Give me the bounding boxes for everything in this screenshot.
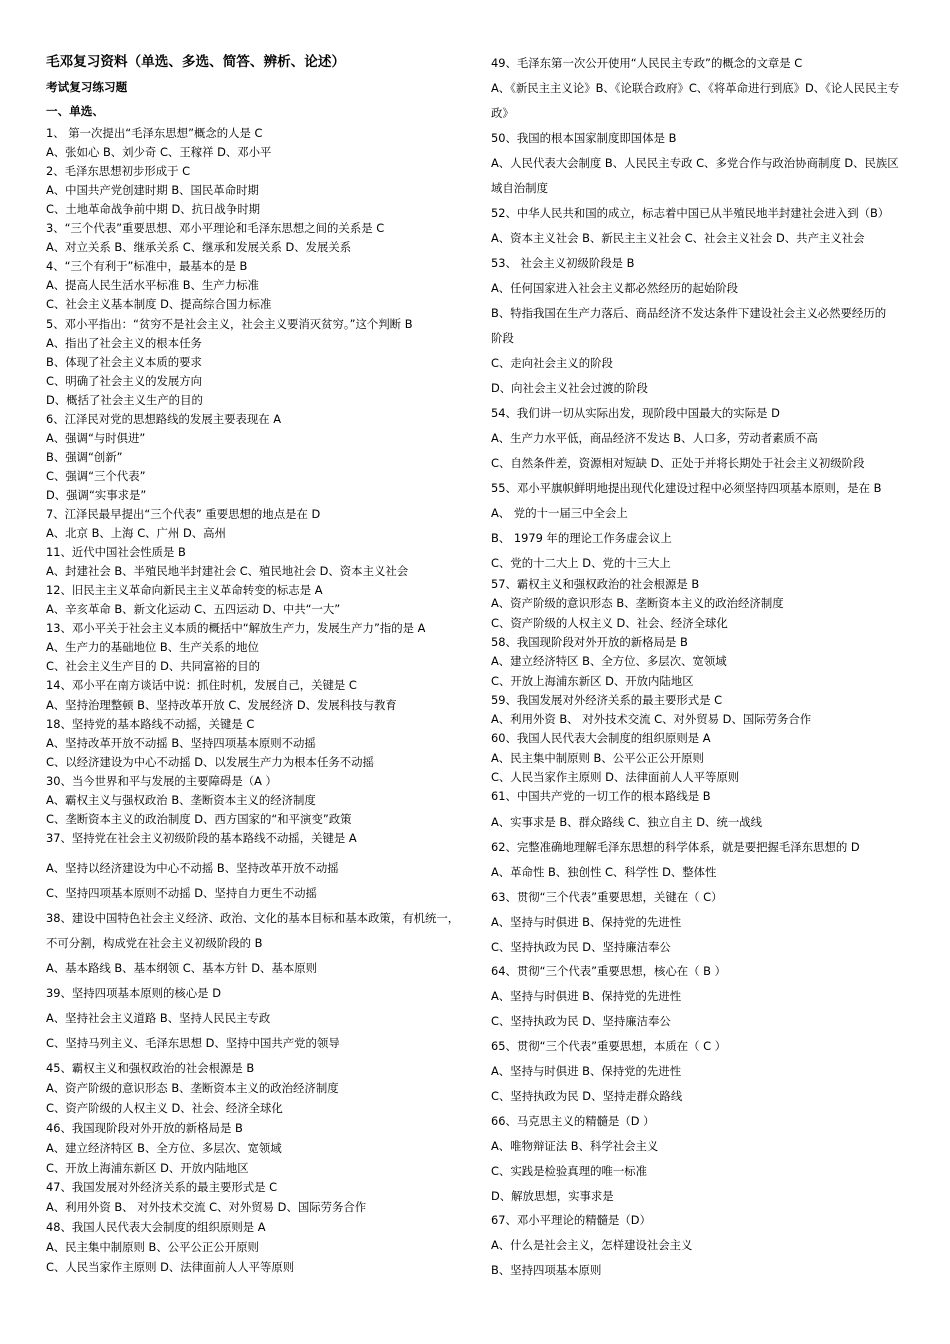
text-line: C、坚持四项基本原则不动摇 D、坚持自力更生不动摇: [46, 886, 317, 900]
text-line: 6、江泽民对党的思想路线的发展主要表现在 A: [46, 411, 282, 426]
text-line: C、垄断资本主义的政治制度 D、西方国家的“和平演变”政策: [46, 811, 352, 826]
text-line: A、实事求是 B、群众路线 C、独立自主 D、统一战线: [491, 815, 763, 829]
text-line: C、自然条件差，资源相对短缺 D、正处于并将长期处于社会主义初级阶段: [491, 456, 865, 470]
text-line: D、强调“实事求是”: [46, 487, 147, 502]
text-line: A、 党的十一届三中全会上: [491, 506, 628, 520]
text-line: 53、 社会主义初级阶段是 B: [491, 256, 635, 270]
text-line: C、人民当家作主原则 D、法律面前人人平等原则: [46, 1260, 295, 1274]
text-line: A、坚持与时俱进 B、保持党的先进性: [491, 914, 682, 929]
text-line: 50、我国的根本国家制度即国体是 B: [491, 131, 677, 145]
text-line: 39、坚持四项基本原则的核心是 D: [46, 986, 221, 1000]
text-line: 49、毛泽东第一次公开使用“人民民主专政”的概念的文章是 C: [491, 56, 803, 70]
text-line: D、向社会主义社会过渡的阶段: [491, 381, 648, 395]
text-line: A、对立关系 B、继承关系 C、继承和发展关系 D、发展关系: [46, 240, 352, 255]
text-line: 58、我国现阶段对外开放的新格局是 B: [491, 634, 688, 649]
text-line: A、坚持与时俱进 B、保持党的先进性: [491, 1064, 682, 1078]
text-line: A、北京 B、上海 C、广州 D、高州: [46, 526, 226, 541]
text-line: A、生产力水平低，商品经济不发达 B、人口多，劳动者素质不高: [491, 431, 818, 445]
text-line: A、基本路线 B、基本纲领 C、基本方针 D、基本原则: [46, 961, 318, 975]
text-line: C、走向社会主义的阶段: [491, 356, 613, 370]
text-line: 61、中国共产党的一切工作的根本路线是 B: [491, 789, 711, 804]
text-line: 1、 第一次提出“毛泽东思想”概念的人是 C: [46, 126, 263, 140]
text-line: 60、我国人民代表大会制度的组织原则是 A: [491, 731, 711, 746]
text-line: A、坚持以经济建设为中心不动摇 B、坚持改革开放不动摇: [46, 861, 339, 875]
text-line: C、开放上海浦东新区 D、开放内陆地区: [46, 1160, 249, 1175]
text-line: A、利用外资 B、 对外技术交流 C、对外贸易 D、国际劳务合作: [46, 1200, 367, 1215]
text-line: 55、邓小平旗帜鲜明地提出现代化建设过程中必须坚持四项基本原则，是在 B: [491, 481, 882, 495]
text-line: B、坚持四项基本原则: [491, 1263, 602, 1278]
text-line: 12、旧民主主义革命向新民主主义革命转变的标志是 A: [46, 583, 323, 598]
text-line: 54、我们讲一切从实际出发，现阶段中国最大的实际是 D: [491, 406, 780, 420]
text-line: C、资产阶级的人权主义 D、社会、经济全球化: [491, 615, 728, 630]
text-line: C、人民当家作主原则 D、法律面前人人平等原则: [491, 770, 740, 784]
text-line: 45、霸权主义和强权政治的社会根源是 B: [46, 1061, 255, 1075]
text-line: C、社会主义基本制度 D、提高综合国力标准: [46, 297, 272, 312]
text-line: 66、马克思主义的精髓是（D ）: [491, 1113, 655, 1128]
text-line: A、利用外资 B、 对外技术交流 C、对外贸易 D、国际劳务合作: [491, 712, 812, 727]
text-line: A、建立经济特区 B、全方位、多层次、宽领域: [491, 654, 727, 669]
text-line: 13、邓小平关于社会主义本质的概括中“解放生产力，发展生产力”指的是 A: [46, 621, 426, 636]
text-line: A、资产阶级的意识形态 B、垄断资本主义的政治经济制度: [491, 596, 784, 611]
text-line: A、什么是社会主义，怎样建设社会主义: [491, 1238, 693, 1253]
text-line: C、资产阶级的人权主义 D、社会、经济全球化: [46, 1100, 283, 1115]
text-line: 48、我国人民代表大会制度的组织原则是 A: [46, 1220, 266, 1235]
text-line: A、任何国家进入社会主义都必然经历的起始阶段: [491, 281, 738, 295]
text-line: D、解放思想，实事求是: [491, 1188, 614, 1203]
text-line: A、封建社会 B、半殖民地半封建社会 C、殖民地社会 D、资本主义社会: [46, 564, 409, 579]
text-line: A、民主集中制原则 B、公平公正公开原则: [46, 1240, 259, 1255]
text-line: 5、邓小平指出：“贫穷不是社会主义，社会主义要消灭贫穷。”这个判断 B: [46, 316, 413, 331]
text-line: 政》: [491, 106, 514, 120]
text-line: 47、我国发展对外经济关系的最主要形式是 C: [46, 1180, 278, 1195]
text-line: A、坚持改革开放不动摇 B、坚持四项基本原则不动摇: [46, 735, 316, 750]
text-line: B、强调“创新”: [46, 449, 123, 464]
text-line: 4、“三个有利于”标准中，最基本的是 B: [46, 259, 248, 274]
text-line: C、实践是检验真理的唯一标准: [491, 1163, 648, 1178]
text-line: 7、江泽民最早提出“三个代表” 重要思想的地点是在 D: [46, 507, 321, 521]
text-line: 37、坚持党在社会主义初级阶段的基本路线不动摇，关键是 A: [46, 830, 357, 845]
text-line: A、《新民主主义论》B、《论联合政府》C、《将革命进行到底》D、《论人民民主专: [491, 81, 900, 95]
section-heading: 考试复习练习题: [46, 80, 128, 94]
text-line: 57、霸权主义和强权政治的社会根源是 B: [491, 577, 700, 591]
document-title: 毛邓复习资料（单选、多选、简答、辨析、论述）: [46, 54, 346, 70]
text-line: C、社会主义生产目的 D、共同富裕的目的: [46, 659, 260, 674]
text-line: A、唯物辩证法 B、科学社会主义: [491, 1138, 659, 1153]
text-line: A、提高人民生活水平标准 B、生产力标准: [46, 278, 259, 293]
text-line: B、体现了社会主义本质的要求: [46, 354, 202, 369]
text-line: A、革命性 B、独创性 C、科学性 D、整体性: [491, 864, 717, 879]
text-line: C、坚持执政为民 D、坚持廉洁奉公: [491, 1014, 671, 1029]
text-line: A、张如心 B、刘少奇 C、王稼祥 D、邓小平: [46, 145, 272, 160]
text-line: 14、邓小平在南方谈话中说：抓住时机，发展自己，关键是 C: [46, 678, 357, 693]
text-line: 18、坚持党的基本路线不动摇，关键是 C: [46, 716, 255, 731]
text-line: 阶段: [491, 331, 514, 345]
text-line: 64、贯彻“三个代表”重要思想，核心在（ B ）: [491, 964, 726, 979]
text-line: A、强调“与时俱进”: [46, 430, 146, 445]
text-line: C、开放上海浦东新区 D、开放内陆地区: [491, 673, 694, 688]
text-line: A、资本主义社会 B、新民主主义社会 C、社会主义社会 D、共产主义社会: [491, 231, 865, 245]
text-line: A、资产阶级的意识形态 B、垄断资本主义的政治经济制度: [46, 1080, 339, 1095]
text-line: A、辛亥革命 B、新文化运动 C、五四运动 D、中共“一大”: [46, 602, 341, 617]
text-line: 62、完整准确地理解毛泽东思想的科学体系，就是要把握毛泽东思想的 D: [491, 839, 860, 854]
text-line: 11、近代中国社会性质是 B: [46, 545, 186, 560]
text-line: C、党的十二大上 D、党的十三大上: [491, 556, 671, 570]
text-line: 2、毛泽东思想初步形成于 C: [46, 164, 191, 179]
text-line: A、坚持社会主义道路 B、坚持人民民主专政: [46, 1011, 271, 1025]
text-line: C、坚持执政为民 D、坚持廉洁奉公: [491, 939, 671, 954]
text-line: 域自治制度: [491, 181, 548, 195]
text-line: A、霸权主义与强权政治 B、垄断资本主义的经济制度: [46, 792, 316, 807]
text-line: A、生产力的基础地位 B、生产关系的地位: [46, 640, 259, 655]
text-line: 不可分割，构成党在社会主义初级阶段的 B: [46, 936, 263, 950]
text-line: C、以经济建设为中心不动摇 D、以发展生产力为根本任务不动摇: [46, 754, 374, 769]
text-line: B、特指我国在生产力落后、商品经济不发达条件下建设社会主义必然要经历的: [491, 306, 887, 320]
text-line: C、强调“三个代表”: [46, 468, 146, 483]
text-line: C、坚持马列主义、毛泽东思想 D、坚持中国共产党的领导: [46, 1036, 340, 1050]
text-line: A、中国共产党创建时期 B、国民革命时期: [46, 183, 259, 198]
text-line: 63、贯彻“三个代表”重要思想，关键在（ C）: [491, 889, 723, 904]
text-line: 46、我国现阶段对外开放的新格局是 B: [46, 1120, 243, 1135]
text-line: 52、中华人民共和国的成立，标志着中国已从半殖民地半封建社会进入到（B）: [491, 206, 890, 220]
text-line: A、民主集中制原则 B、公平公正公开原则: [491, 750, 704, 765]
text-line: C、明确了社会主义的发展方向: [46, 373, 203, 388]
text-line: B、 1979 年的理论工作务虚会议上: [491, 531, 672, 545]
text-line: A、坚持与时俱进 B、保持党的先进性: [491, 989, 682, 1004]
text-line: 59、我国发展对外经济关系的最主要形式是 C: [491, 692, 723, 707]
text-line: 30、当今世界和平与发展的主要障碍是（A ）: [46, 773, 277, 788]
text-line: A、人民代表大会制度 B、人民民主专政 C、多党合作与政治协商制度 D、民族区: [491, 156, 899, 170]
text-line: 65、贯彻“三个代表”重要思想，本质在（ C ）: [491, 1039, 727, 1054]
text-line: D、概括了社会主义生产的目的: [46, 392, 203, 407]
text-line: 38、建设中国特色社会主义经济、政治、文化的基本目标和基本政策，有机统一，: [46, 911, 460, 925]
text-line: A、坚持治理整顿 B、坚持改革开放 C、发展经济 D、发展科技与教育: [46, 697, 397, 712]
text-line: 3、“三个代表”重要思想、邓小平理论和毛泽东思想之间的关系是 C: [46, 221, 385, 236]
text-line: A、建立经济特区 B、全方位、多层次、宽领域: [46, 1140, 282, 1155]
text-line: A、指出了社会主义的根本任务: [46, 335, 202, 350]
text-line: C、坚持执政为民 D、坚持走群众路线: [491, 1088, 683, 1103]
section-heading: 一、单选、: [46, 104, 104, 118]
text-line: C、土地革命战争前中期 D、抗日战争时期: [46, 202, 260, 217]
text-line: 67、邓小平理论的精髓是（D）: [491, 1213, 651, 1228]
